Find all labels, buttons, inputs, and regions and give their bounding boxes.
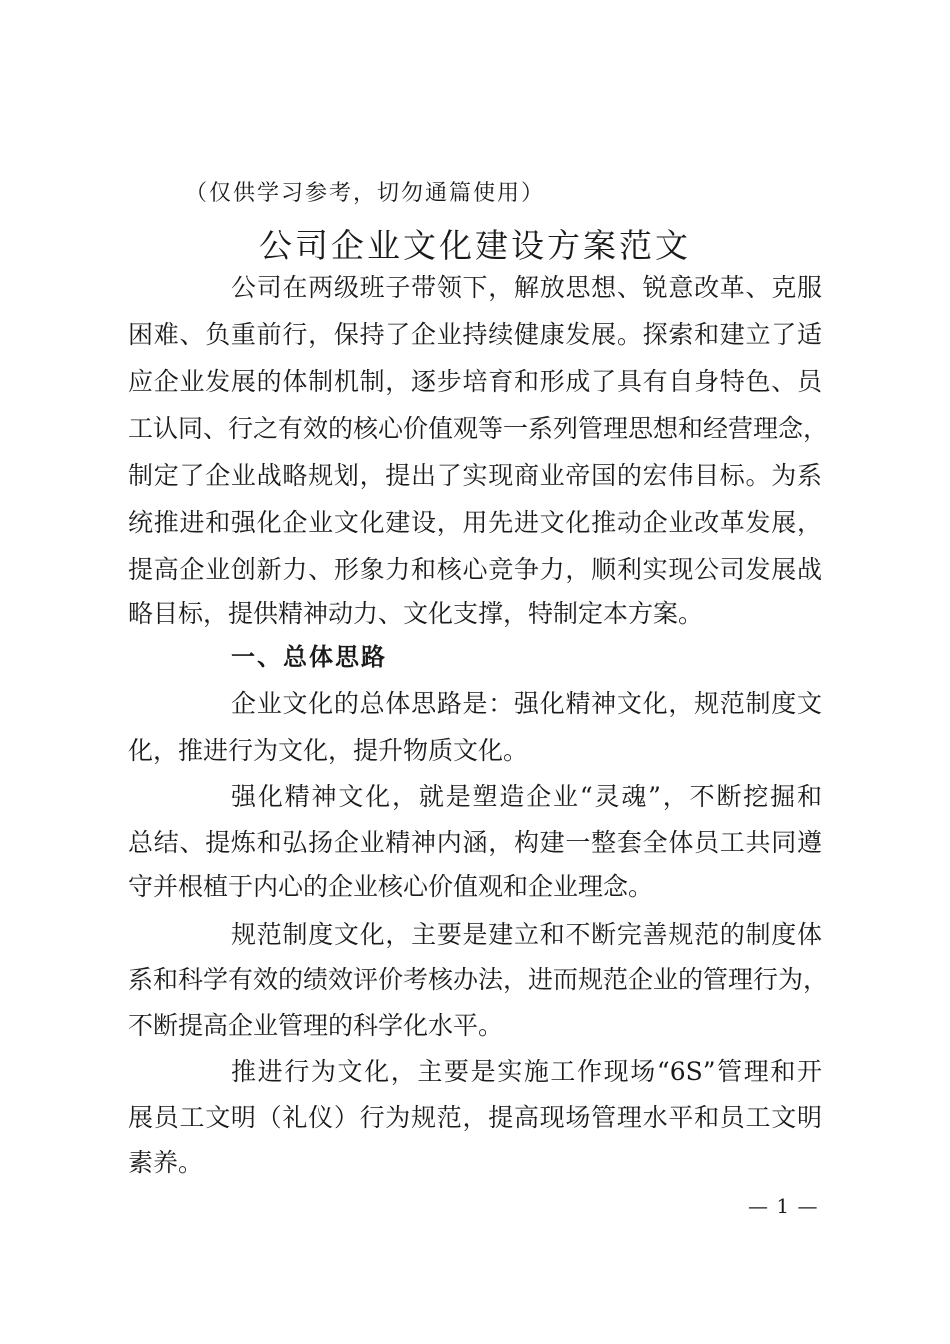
intro-line: 工认同、行之有效的核心价值观等一系列管理思想和经营理念， bbox=[128, 414, 829, 443]
system-line: 规范制度文化，主要是建立和不断完善规范的制度体 bbox=[231, 920, 822, 949]
behavior-line: 推进行为文化，主要是实施工作现场“6S”管理和开 bbox=[231, 1057, 822, 1086]
intro-line: 略目标，提供精神动力、文化支撑，特制定本方案。 bbox=[128, 599, 704, 628]
spirit-line: 强化精神文化，就是塑造企业“灵魂”，不断挖掘和 bbox=[231, 782, 822, 811]
section-heading: 一、总体思路 bbox=[231, 643, 387, 671]
system-line: 不断提高企业管理的科学化水平。 bbox=[128, 1011, 504, 1040]
intro-line: 困难、负重前行，保持了企业持续健康发展。探索和建立了适 bbox=[128, 320, 822, 349]
intro-line: 应企业发展的体制机制，逐步培育和形成了具有自身特色、员 bbox=[128, 367, 822, 396]
usage-notice: （仅供学习参考，切勿通篇使用） bbox=[185, 181, 546, 206]
intro-line: 提高企业创新力、形象力和核心竞争力，顺利实现公司发展战 bbox=[128, 555, 822, 584]
overview-line: 化，推进行为文化，提升物质文化。 bbox=[128, 736, 529, 765]
behavior-line: 展员工文明（礼仪）行为规范，提高现场管理水平和员工文明 bbox=[128, 1103, 822, 1132]
intro-line: 制定了企业战略规划，提出了实现商业帝国的宏伟目标。为系 bbox=[128, 461, 822, 490]
document-title: 公司企业文化建设方案范文 bbox=[259, 226, 691, 265]
overview-line: 企业文化的总体思路是：强化精神文化，规范制度文 bbox=[231, 689, 822, 718]
page-number: — 1 — bbox=[748, 1194, 819, 1218]
system-line: 系和科学有效的绩效评价考核办法，进而规范企业的管理行为， bbox=[128, 965, 829, 994]
spirit-line: 总结、提炼和弘扬企业精神内涵，构建一整套全体员工共同遵 bbox=[128, 828, 822, 857]
spirit-line: 守并根植于内心的企业核心价值观和企业理念。 bbox=[128, 872, 654, 901]
intro-line: 统推进和强化企业文化建设，用先进文化推动企业改革发展， bbox=[128, 508, 822, 537]
behavior-line: 素养。 bbox=[128, 1148, 204, 1177]
intro-line: 公司在两级班子带领下，解放思想、锐意改革、克服 bbox=[231, 273, 822, 302]
